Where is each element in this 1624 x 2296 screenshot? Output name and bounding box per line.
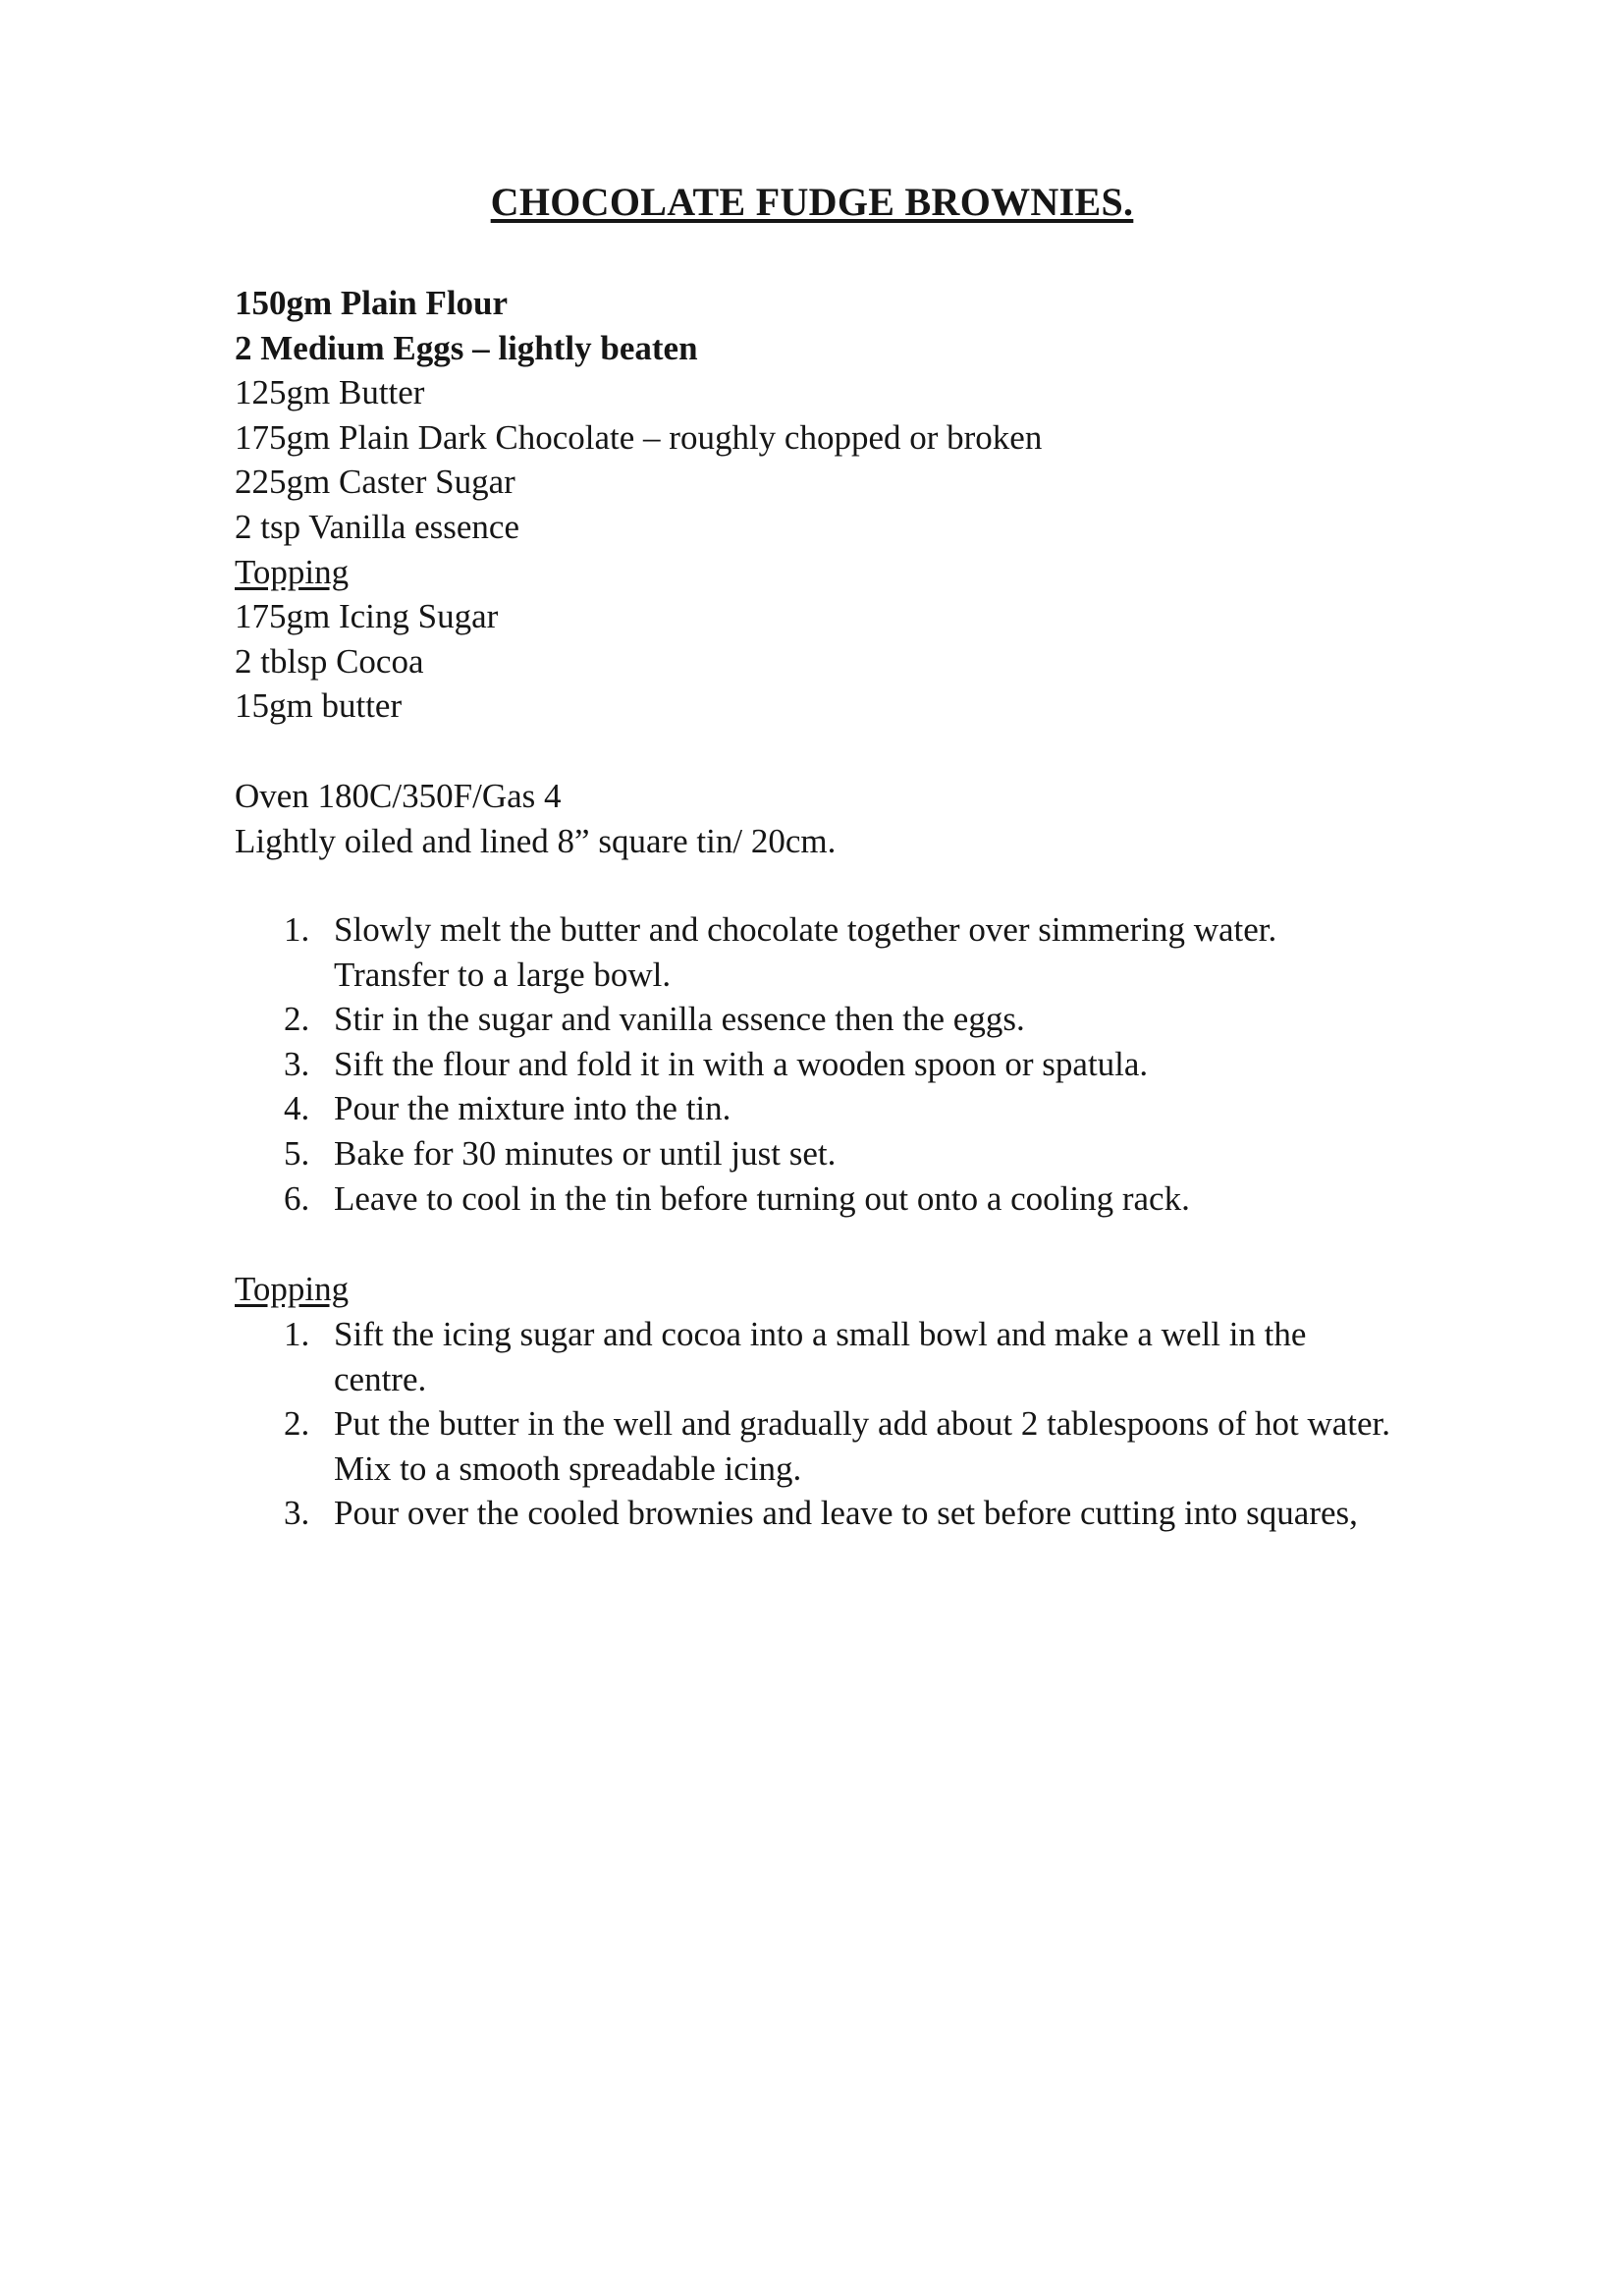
step-text: Bake for 30 minutes or until just set.: [334, 1133, 837, 1173]
topping-heading: Topping: [235, 1270, 350, 1308]
ingredient-item: 2 tsp Vanilla essence: [235, 507, 519, 546]
topping-steps: [235, 1312, 1393, 1536]
step-text: Sift the icing sugar and cocoa into a small bowl and make a well in the centre.: [334, 1315, 1307, 1398]
method-step: [235, 1176, 1393, 1222]
step-text: Sift the flour and fold it in with a wooden spoon or spatula.: [334, 1044, 1149, 1083]
step-text: Stir in the sugar and vanilla essence then the eggs.: [334, 1000, 1025, 1039]
ingredient-item: 2 tblsp Cocoa: [235, 641, 424, 681]
method-step: [235, 997, 1393, 1042]
ingredient-item: 175gm Icing Sugar: [235, 597, 499, 636]
step-text: Leave to cool in the tin before turning out onto a cooling rack.: [334, 1178, 1190, 1218]
topping-step: [235, 1491, 1393, 1536]
ingredient-item: 15gm butter: [235, 686, 403, 726]
step-text: Slowly melt the butter and chocolate together over simmering water. Transfer to a large bowl.: [334, 910, 1277, 994]
ingredient-item: 125gm Butter: [235, 373, 425, 412]
ingredient-item: 150gm Plain Flour: [235, 284, 509, 322]
topping-step: [235, 1401, 1393, 1491]
step-number: 3.: [284, 1044, 310, 1083]
method-steps: [235, 907, 1393, 1221]
step-text: Pour over the cooled brownies and leave to set before cutting into squares,: [334, 1494, 1358, 1533]
ingredient-item: 2 Medium Eggs – lightly beaten: [235, 328, 698, 367]
step-number: 6.: [284, 1178, 310, 1218]
step-number: 4.: [284, 1089, 310, 1128]
step-number: 2.: [284, 1404, 310, 1444]
step-text: Pour the mixture into the tin.: [334, 1089, 731, 1128]
ingredient-list: [235, 281, 1042, 729]
method-step: [235, 1131, 1393, 1176]
ingredient-item: 175gm Plain Dark Chocolate – roughly chopped or broken: [235, 417, 1043, 457]
method-step: [235, 907, 1393, 997]
step-number: 1.: [284, 910, 310, 949]
ingredient-item: 225gm Caster Sugar: [235, 463, 515, 502]
recipe-title: CHOCOLATE FUDGE BROWNIES.: [490, 180, 1134, 224]
topping-step: [235, 1312, 1393, 1401]
method-step: [235, 1042, 1393, 1087]
oven-temperature: Oven 180C/350F/Gas 4: [235, 777, 562, 815]
step-text: Put the butter in the well and gradually add about 2 tablespoons of hot water. Mix to a smooth spreadable icing.: [334, 1404, 1391, 1488]
step-number: 2.: [284, 1000, 310, 1039]
method-step: [235, 1086, 1393, 1131]
tin-preparation: Lightly oiled and lined 8” square tin/ 20cm.: [235, 821, 837, 860]
step-number: 5.: [284, 1133, 310, 1173]
step-number: 1.: [284, 1315, 310, 1353]
ingredient-subheading-topping: Topping: [235, 552, 350, 591]
oven-instructions: [235, 774, 836, 863]
step-number: 3.: [284, 1494, 310, 1533]
